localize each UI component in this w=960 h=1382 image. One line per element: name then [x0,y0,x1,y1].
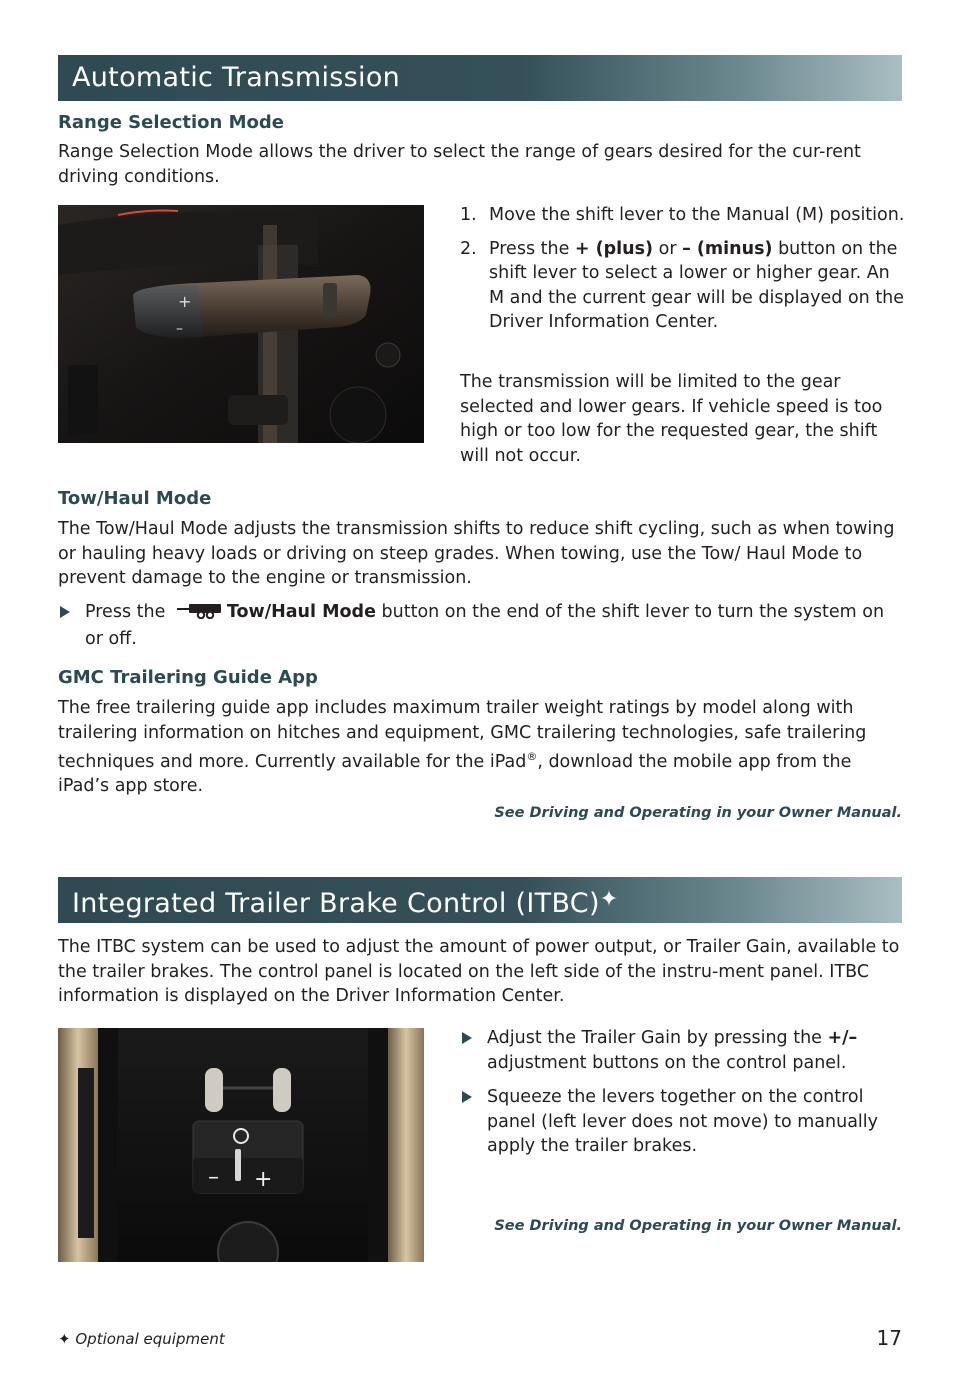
trailer-gain-bullet: Adjust the Trailer Gain by pressing the +/– adjustment buttons on the control panel. [460,1026,906,1075]
tow-haul-body: The Tow/Haul Mode adjusts the transmission shifts to reduce shift cycling, such as when towing or hauling heavy loads or driving on steep grades. When towing, use the Tow/ Haul Mode to prevent damage to the engine or transmission. [58,519,895,588]
triangle-bullet-icon [60,606,70,618]
list-item: 2. Press the + (plus) or – (minus) button on the shift lever to select a lower or higher gear. An M and the current gear will be displayed on the Driver Information Center. [460,238,905,332]
list-item: 1. Move the shift lever to the Manual (M) position. [460,205,905,225]
section-title: Integrated Trailer Brake Control (ITBC) [72,888,600,919]
trailering-app-body: The free trailering guide app includes maximum trailer weight ratings by model along with trailering information on hitches and equipment, GMC trailering technologies, safe trailering techniques and more. Currently available for the iPad®, download the mobile app from the iPad’s app store. [58,698,867,797]
trailer-brake-panel-photo [58,1028,424,1262]
optional-star-icon: ✦ [599,887,619,912]
shift-lever-photo [58,205,424,443]
see-owner-manual-note: See Driving and Operating in your Owner Manual. [494,1218,902,1234]
shift-lever-image [58,205,424,443]
section-banner-itbc [58,877,902,923]
itbc-intro: The ITBC system can be used to adjust the amount of power output, or Trailer Gain, available to the trailer brakes. The control panel is located on the left side of the instru-ment panel. ITBC information is displayed on the Driver Information Center. [58,937,900,1006]
triangle-bullet-icon [462,1032,472,1044]
page-number: 17 [876,1326,902,1350]
svg-text:–: – [176,321,183,337]
tow-haul-bullet: Press the Tow/Haul Mode button on the end of the shift lever to turn the system on or off. [58,600,902,651]
see-owner-manual-note: See Driving and Operating in your Owner Manual. [494,805,902,821]
svg-text:–: – [208,1165,219,1190]
range-note: The transmission will be limited to the gear selected and lower gears. If vehicle speed is too high or too low for the requested gear, the shift will not occur. [460,372,883,466]
section-title: Automatic Transmission [72,62,401,93]
range-steps [460,203,906,344]
manual-brake-bullet: Squeeze the levers together on the control panel (left lever does not move) to manually apply the trailer brakes. [460,1085,906,1159]
heading-trailering-app: GMC Trailering Guide App [58,667,318,688]
section-banner-automatic-transmission [58,55,902,101]
trailer-brake-image [58,1028,424,1262]
optional-equipment-footnote: ✦ Optional equipment [58,1330,225,1348]
range-intro: Range Selection Mode allows the driver to select the range of gears desired for the cur-rent driving conditions. [58,142,861,187]
svg-text:+: + [254,1167,273,1192]
triangle-bullet-icon [462,1091,472,1103]
optional-star-icon: ✦ [58,1330,71,1348]
svg-text:+: + [178,292,192,311]
tow-haul-icon [177,602,223,627]
heading-range-selection: Range Selection Mode [58,112,284,133]
heading-tow-haul: Tow/Haul Mode [58,488,212,509]
